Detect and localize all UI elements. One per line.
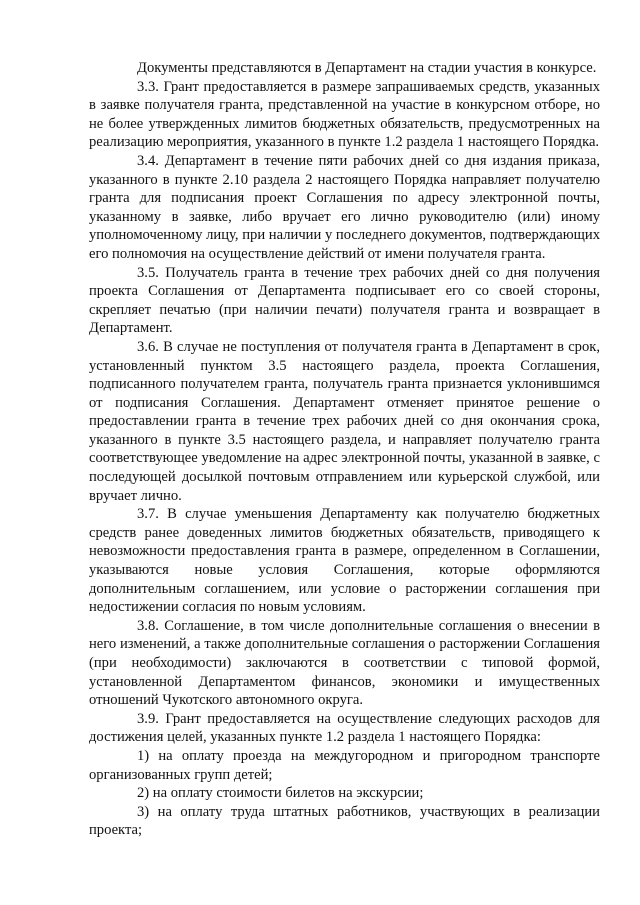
paragraph-3-4: 3.4. Департамент в течение пяти рабочих дней со дня издания приказа, указанного в пункте 2.10 раздела 2 настоящего Порядка направляет получателю гранта для подписания проект Соглашения по адресу электронной почты, указанному в заявке, либо вручает его лично руководителю (или) иному уполномоченному лицу, при наличии у последнего документов, подтверждающих его полномочия на осуществление действий от имени получателя гранта. [89,152,600,262]
paragraph-3-3: 3.3. Грант предоставляется в размере запрашиваемых средств, указанных в заявке получателя гранта, представленной на участие в конкурсном отборе, но не более утвержденных лимитов бюджетных обязательств, предусмотренных на реализацию мероприятия, указанного в пункте 1.2 раздела 1 настоящего Порядка. [89,78,600,151]
paragraph-3-5: 3.5. Получатель гранта в течение трех рабочих дней со дня получения проекта Соглашения от Департамента подписывает его со своей стороны, скрепляет печатью (при наличии печати) получателя гранта и возвращает в Департамент. [89,264,600,337]
paragraph-3-7: 3.7. В случае уменьшения Департаменту как получателю бюджетных средств ранее доведенных лимитов бюджетных обязательств, приводящего к невозможности предоставления гранта в размере, определенном в Соглашении, указываются новые условия Соглашения, которые оформляются дополнительным соглашением, или условие о расторжении соглашения при недостижении согласия по новым условиям. [89,506,600,616]
paragraph-intro: Документы представляются в Департамент на стадии участия в конкурсе. [137,60,597,76]
list-item-1: 1) на оплату проезда на междугородном и пригородном транспорте организованных групп детей; [89,747,600,783]
paragraph-3-8: 3.8. Соглашение, в том числе дополнительные соглашения о внесении в него изменений, а также дополнительные соглашения о расторжении Соглашения (при необходимости) заключаются в соответствии с типовой формой, установленной Департаментом финансов, экономики и имущественных отношений Чукотского автономного округа. [89,617,600,709]
list-item-2: 2) на оплату стоимости билетов на экскурсии; [137,785,424,802]
paragraph-3-9: 3.9. Грант предоставляется на осуществление следующих расходов для достижения целей, указанных пункте 1.2 раздела 1 настоящего Порядка: [89,710,600,746]
list-item-3: 3) на оплату труда штатных работников, участвующих в реализации проекта; [89,803,600,839]
document-text [89,59,600,840]
paragraph-3-6: 3.6. В случае не поступления от получателя гранта в Департамент в срок, установленный пунктом 3.5 настоящего раздела, проекта Соглашения, подписанного получателем гранта, получатель гранта признается уклонившимся от подписания Соглашения. Департамент отменяет принятое решение о предоставлении гранта в течение трех рабочих дней со дня окончания срока, указанного в пункте 3.5 настоящего раздела, и направляет получателю гранта соответствующее уведомление на адрес электронной почты, указанной в заявке, с последующей досылкой почтовым отправлением или курьерской службой, или вручает лично. [89,338,600,504]
